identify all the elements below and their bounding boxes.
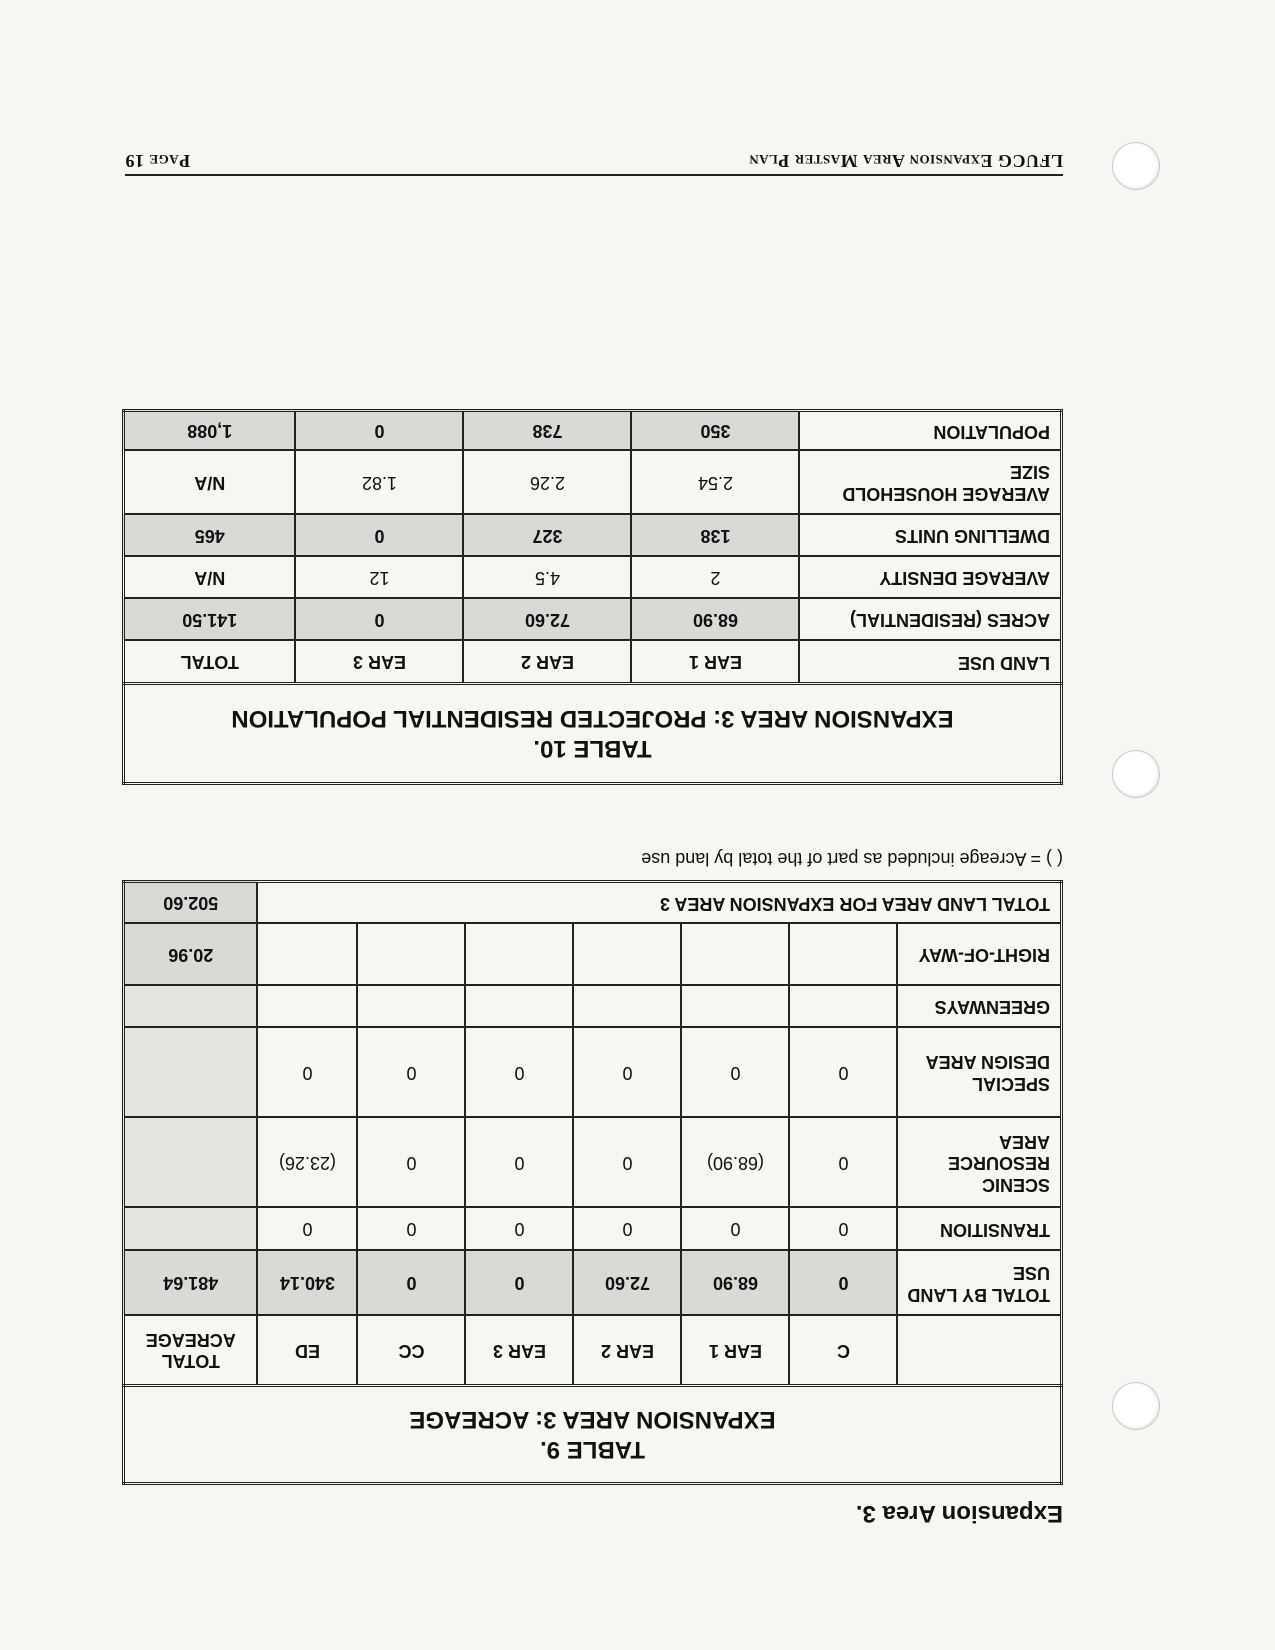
table-10-header-cell: TOTAL [124, 641, 296, 684]
table-cell: 0 [790, 1118, 898, 1208]
binder-hole-top [1112, 1382, 1160, 1430]
table-cell: 0 [574, 1118, 682, 1208]
table-9-header-cell: EAR 1 [682, 1316, 790, 1386]
table-cell: 0 [258, 1208, 358, 1251]
table-10-projected-population [122, 409, 1063, 785]
table-row [123, 1208, 1061, 1251]
table-10-header-cell: LAND USE [800, 641, 1062, 684]
table-cell [358, 924, 466, 986]
table-cell [123, 1118, 257, 1208]
table-cell: 141.50 [124, 599, 296, 641]
table-cell: 0 [258, 1028, 358, 1118]
table-9-header-cell: ED [258, 1316, 358, 1386]
table-cell [574, 986, 682, 1028]
table-9-header-cell: C [790, 1316, 898, 1386]
table-cell: 481.64 [123, 1251, 257, 1316]
table-row [123, 1118, 1061, 1208]
table-cell: 12 [296, 557, 464, 599]
binder-hole-middle [1112, 750, 1160, 798]
table-cell: 0 [358, 1028, 466, 1118]
row-label: TOTAL BY LAND USE [898, 1251, 1062, 1316]
table-cell: 327 [464, 515, 632, 557]
table-cell [123, 986, 257, 1028]
table-cell [123, 1208, 257, 1251]
table-9-acreage [122, 880, 1063, 1485]
table-10-header-cell: EAR 1 [632, 641, 800, 684]
document-title: LFUCG Expansion Area Master Plan [748, 151, 1063, 171]
table-9-header-cell: EAR 3 [466, 1316, 574, 1386]
table-cell: 0 [296, 599, 464, 641]
table-9-caption-number: TABLE 9. [540, 1436, 645, 1464]
row-label: RIGHT-OF-WAY [898, 924, 1062, 986]
table-10-caption-title: EXPANSION AREA 3: PROJECTED RESIDENTIAL POPULATION [231, 705, 954, 733]
total-land-area-value: 502.60 [123, 882, 257, 924]
table-9-header-cell: CC [358, 1316, 466, 1386]
row-label: GREENWAYS [898, 986, 1062, 1028]
binder-hole-bottom [1112, 142, 1160, 190]
table-cell: 0 [682, 1028, 790, 1118]
table-9-header-cell: EAR 2 [574, 1316, 682, 1386]
table-10-caption-number: TABLE 10. [533, 735, 652, 763]
table-cell: 465 [124, 515, 296, 557]
table-cell [682, 924, 790, 986]
table-cell [466, 924, 574, 986]
table-cell [358, 986, 466, 1028]
table-cell [682, 986, 790, 1028]
table-row [123, 1251, 1061, 1316]
table-row [124, 515, 1062, 557]
table-cell: 0 [574, 1028, 682, 1118]
table-cell: 1.82 [296, 451, 464, 515]
table-row [123, 1028, 1061, 1118]
table-cell: 738 [464, 411, 632, 451]
table-cell: 340.14 [258, 1251, 358, 1316]
row-label: ACRES (RESIDENTIAL) [800, 599, 1062, 641]
table-cell: 0 [296, 515, 464, 557]
table-cell [123, 1028, 257, 1118]
table-9-header-row [123, 1316, 1061, 1386]
table-cell: 0 [466, 1028, 574, 1118]
table-9-header-cell: TOTAL ACREAGE [123, 1316, 257, 1386]
table-cell: 0 [358, 1118, 466, 1208]
table-cell: 350 [632, 411, 800, 451]
table-cell: 68.90 [632, 599, 800, 641]
table-cell: 2.26 [464, 451, 632, 515]
table-cell [258, 986, 358, 1028]
table-cell: 2.54 [632, 451, 800, 515]
table-cell: (23.26) [258, 1118, 358, 1208]
table-cell: 0 [466, 1208, 574, 1251]
table-cell: (68.90) [682, 1118, 790, 1208]
table-cell: 0 [682, 1208, 790, 1251]
table-cell: 4.5 [464, 557, 632, 599]
table-row [124, 451, 1062, 515]
table-cell: 72.60 [464, 599, 632, 641]
table-cell: 0 [790, 1208, 898, 1251]
page-header [125, 144, 1063, 176]
table-cell: 0 [358, 1251, 466, 1316]
table-row [124, 411, 1062, 451]
table-cell: 1,088 [124, 411, 296, 451]
table-row [123, 924, 1061, 986]
table-cell [258, 924, 358, 986]
table-cell: 0 [790, 1028, 898, 1118]
table-row [124, 557, 1062, 599]
row-label: AVERAGE DENSITY [800, 557, 1062, 599]
table-cell: 2 [632, 557, 800, 599]
table-cell: N/A [124, 451, 296, 515]
row-label: SPECIAL DESIGN AREA [898, 1028, 1062, 1118]
table-cell: 20.96 [123, 924, 257, 986]
table-cell: 138 [632, 515, 800, 557]
table-10-header-cell: EAR 2 [464, 641, 632, 684]
table-10-caption [124, 684, 1062, 784]
table-cell: 68.90 [682, 1251, 790, 1316]
table-9-caption-title: EXPANSION AREA 3: ACREAGE [409, 1406, 776, 1434]
row-label: TRANSITION [898, 1208, 1062, 1251]
table-9-header-cell [898, 1316, 1062, 1386]
table-cell [466, 986, 574, 1028]
page-number: Page 19 [125, 151, 191, 171]
table-row [124, 599, 1062, 641]
row-label: SCENIC RESOURCE AREA [898, 1118, 1062, 1208]
table-cell: 72.60 [574, 1251, 682, 1316]
table-cell: 0 [358, 1208, 466, 1251]
table-9-caption [123, 1386, 1061, 1484]
row-label: AVERAGE HOUSEHOLD SIZE [800, 451, 1062, 515]
table-cell [574, 924, 682, 986]
table-cell: N/A [124, 557, 296, 599]
table-cell: 0 [466, 1251, 574, 1316]
table-cell: 0 [466, 1118, 574, 1208]
table-total-row [123, 882, 1061, 924]
row-label: POPULATION [800, 411, 1062, 451]
table-cell: 0 [296, 411, 464, 451]
table-cell [790, 924, 898, 986]
section-title: Expansion Area 3. [855, 1500, 1063, 1527]
table-cell: 0 [574, 1208, 682, 1251]
row-label: DWELLING UNITS [800, 515, 1062, 557]
table-row [123, 986, 1061, 1028]
acreage-footnote: ( ) = Acreage included as part of the total by land use [641, 849, 1063, 869]
table-10-header-cell: EAR 3 [296, 641, 464, 684]
total-land-area-label: TOTAL LAND AREA FOR EXPANSION AREA 3 [258, 882, 1062, 924]
table-10-header-row [124, 641, 1062, 684]
table-cell [790, 986, 898, 1028]
table-cell: 0 [790, 1251, 898, 1316]
